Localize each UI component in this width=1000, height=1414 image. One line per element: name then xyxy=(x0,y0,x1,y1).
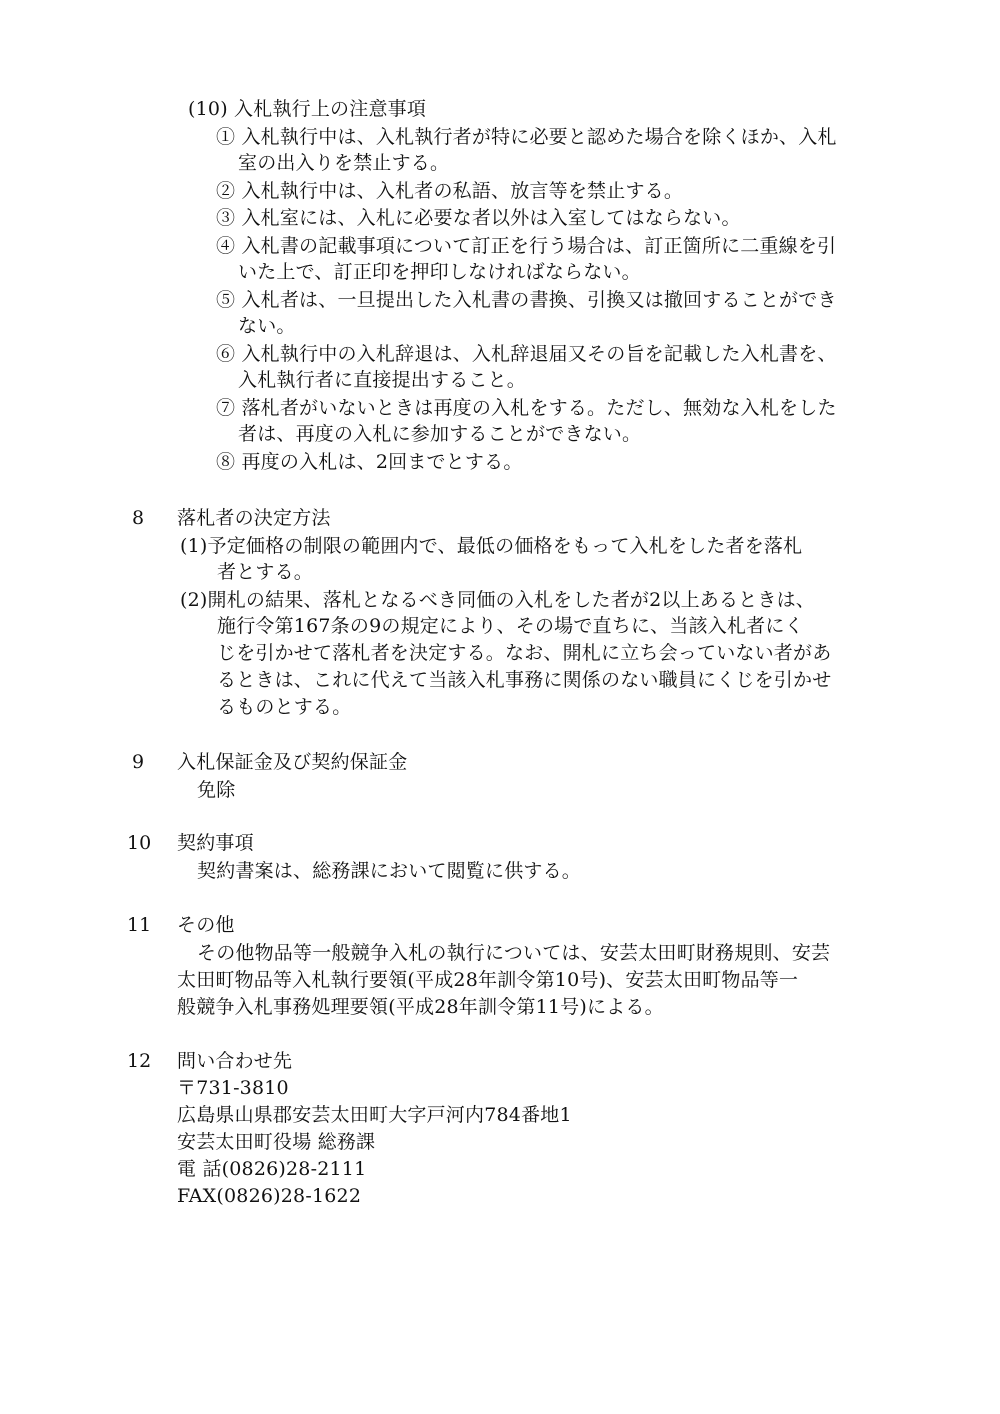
list-item: ⑥ 入札執行中の入札辞退は、入札辞退届又その旨を記載した入札書を、 xyxy=(216,343,837,365)
subsection-heading: (10) 入札執行上の注意事項 xyxy=(188,98,427,120)
section-body: 契約書案は、総務課において閲覧に供する。 xyxy=(197,860,582,882)
list-item-continuation: ない。 xyxy=(238,315,296,337)
section-number: 12 xyxy=(127,1050,152,1072)
list-item-continuation: いた上で、訂正印を押印しなければならない。 xyxy=(238,261,641,283)
list-item: ⑦ 落札者がいないときは再度の入札をする。ただし、無効な入札をした xyxy=(216,397,837,419)
section-title: 落札者の決定方法 xyxy=(177,507,331,529)
list-item: ④ 入札書の記載事項について訂正を行う場合は、訂正箇所に二重線を引 xyxy=(216,235,837,257)
list-item: ⑤ 入札者は、一旦提出した入札書の書換、引換又は撤回することができ xyxy=(216,289,837,311)
list-item: ① 入札執行中は、入札執行者が特に必要と認めた場合を除くほか、入札 xyxy=(216,126,837,148)
list-item-continuation: 施行令第167条の9の規定により、その場で直ちに、当該入札者にく xyxy=(217,615,804,637)
list-item: ③ 入札室には、入札に必要な者以外は入室してはならない。 xyxy=(216,207,741,229)
list-item: ② 入札執行中は、入札者の私語、放言等を禁止する。 xyxy=(216,180,684,202)
phone-number: 電 話(0826)28-2111 xyxy=(177,1158,367,1180)
section-title: 契約事項 xyxy=(177,832,254,854)
section-body: 免除 xyxy=(197,779,236,801)
section-body-continuation: 太田町物品等入札執行要領(平成28年訓令第10号)、安芸太田町物品等一 xyxy=(177,969,799,991)
section-title: 問い合わせ先 xyxy=(177,1050,293,1072)
list-item-continuation: るときは、これに代えて当該入札事務に関係のない職員にくじを引かせ xyxy=(217,669,832,691)
section-body-continuation: 般競争入札事務処理要領(平成28年訓令第11号)による。 xyxy=(177,996,664,1018)
section-number: 8 xyxy=(132,507,145,529)
list-item: ⑧ 再度の入札は、2回までとする。 xyxy=(216,451,523,473)
address: 広島県山県郡安芸太田町大字戸河内784番地1 xyxy=(177,1104,572,1126)
list-item-continuation: 者は、再度の入札に参加することができない。 xyxy=(238,423,642,445)
section-number: 10 xyxy=(127,832,152,854)
section-number: 9 xyxy=(132,751,145,773)
list-item-continuation: じを引かせて落札者を決定する。なお、開札に立ち会っていない者があ xyxy=(217,642,832,664)
list-item-continuation: 室の出入りを禁止する。 xyxy=(238,152,450,174)
section-title: その他 xyxy=(177,914,235,936)
postal-code: 〒731-3810 xyxy=(177,1077,289,1099)
section-title: 入札保証金及び契約保証金 xyxy=(177,751,408,773)
section-body: その他物品等一般競争入札の執行については、安芸太田町財務規則、安芸 xyxy=(197,942,831,964)
list-item: (2)開札の結果、落札となるべき同価の入札をした者が2以上あるときは、 xyxy=(180,589,816,611)
section-number: 11 xyxy=(127,914,152,936)
list-item-continuation: るものとする。 xyxy=(217,696,352,718)
list-item-continuation: 入札執行者に直接提出すること。 xyxy=(238,369,527,391)
fax-number: FAX(0826)28-1622 xyxy=(177,1185,362,1207)
office-name: 安芸太田町役場 総務課 xyxy=(177,1131,376,1153)
list-item-continuation: 者とする。 xyxy=(217,561,314,583)
list-item: (1)予定価格の制限の範囲内で、最低の価格をもって入札をした者を落札 xyxy=(180,535,803,557)
